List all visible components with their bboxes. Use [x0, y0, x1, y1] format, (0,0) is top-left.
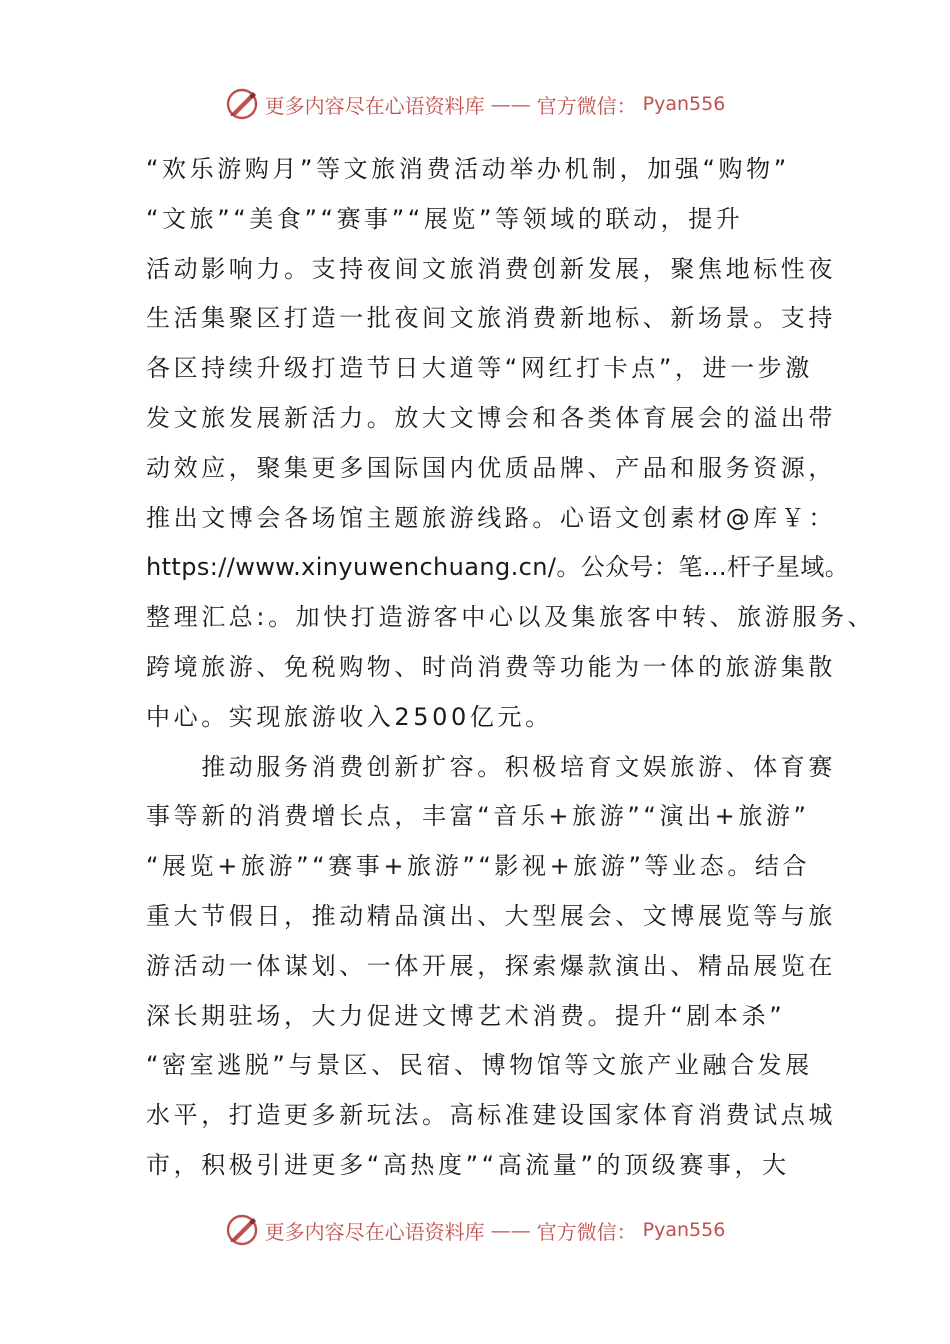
document-body	[146, 145, 876, 1191]
text-line: 游活动一体谋划、一体开展，探索爆款演出、精品展览在	[146, 951, 836, 980]
text-line: “密室逃脱”与景区、民宿、博物馆等文旅产业融合发展	[146, 1051, 813, 1080]
paragraph-start-line: 推动服务消费创新扩容。积极培育文娱旅游、体育赛	[146, 752, 836, 781]
text-line: 整理汇总:。加快打造游客中心以及集旅客中转、旅游服务、	[146, 603, 876, 632]
text-line: 重大节假日，推动精品演出、大型展会、文博展览等与旅	[146, 901, 836, 930]
pen-logo-icon	[225, 87, 259, 121]
text-line: “欢乐游购月”等文旅消费活动举办机制，加强“购物”	[146, 155, 790, 183]
text-line: “展览+旅游”“赛事+旅游”“影视+旅游”等业态。结合	[146, 852, 811, 881]
footer-title: 更多内容尽在心语资料库	[264, 1219, 485, 1244]
text-line: 动效应，聚集更多国际国内优质品牌、产品和服务资源，	[146, 453, 836, 482]
text-line: 市，积极引进更多“高热度”“高流量”的顶级赛事，大	[146, 1150, 790, 1179]
text-line: 发文旅发展新活力。放大文博会和各类体育展会的溢出带	[146, 403, 836, 432]
footer-banner	[0, 1210, 950, 1250]
text-line: 中心。实现旅游收入2500亿元。	[146, 702, 553, 731]
pen-logo-icon	[225, 1213, 259, 1247]
text-line: “文旅”“美食”“赛事”“展览”等领域的联动，提升	[146, 204, 744, 233]
banner-dash: ——	[490, 92, 531, 116]
footer-wechat-label: 官方微信：	[536, 1219, 637, 1244]
text-line: 推出文博会各场馆主题旅游线路。心语文创素材@库￥：	[146, 503, 836, 532]
banner-wechat-id: Pyan556	[642, 93, 726, 115]
banner-title: 更多内容尽在心语资料库	[264, 93, 485, 118]
text-line-url: https://www.xinyuwenchuang.cn/。公众号：笔…杆子星域。	[146, 553, 850, 582]
text-line: 各区持续升级打造节日大道等“网红打卡点”，进一步激	[146, 354, 813, 383]
header-banner	[0, 84, 950, 124]
footer-dash: ——	[490, 1218, 531, 1242]
text-line: 水平，打造更多新玩法。高标准建设国家体育消费试点城	[146, 1101, 836, 1130]
text-line: 跨境旅游、免税购物、时尚消费等功能为一体的旅游集散	[146, 652, 836, 681]
text-line: 深长期驻场，大力促进文博艺术消费。提升“剧本杀”	[146, 1001, 786, 1030]
footer-wechat-id: Pyan556	[642, 1219, 726, 1241]
text-line: 活动影响力。支持夜间文旅消费创新发展，聚焦地标性夜	[146, 254, 836, 283]
banner-wechat-label: 官方微信：	[536, 93, 637, 118]
text-line: 事等新的消费增长点，丰富“音乐+旅游”“演出+旅游”	[146, 802, 810, 831]
text-line: 生活集聚区打造一批夜间文旅消费新地标、新场景。支持	[146, 304, 836, 333]
